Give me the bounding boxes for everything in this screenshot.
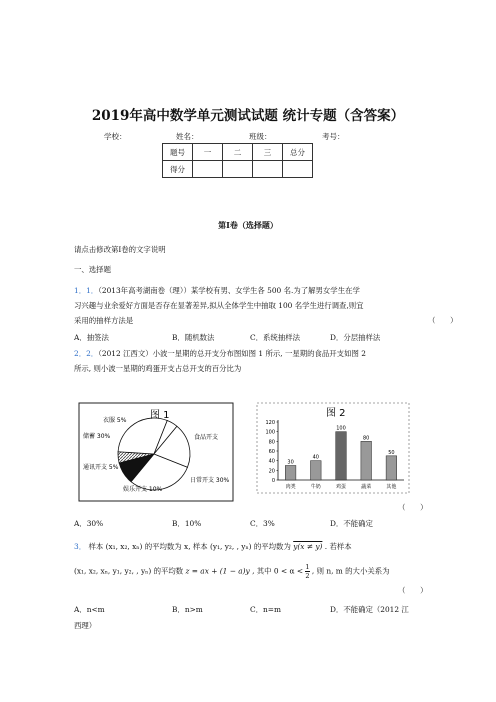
question-3-line-2 [74,563,390,580]
fraction [305,563,309,580]
x-tick-label: 鸡蛋 [335,484,347,490]
x-tick-label: 肉类 [285,484,296,490]
x-tick-label: 牛奶 [310,484,321,490]
score-cell: 总分 [283,144,313,161]
name-label: 姓名： [176,132,199,141]
figure-2-bar-chart [256,402,410,494]
option-d-continued: 西理） [74,621,97,630]
question-text: （2013年高考湖南卷（理））某学校有男、女学生各 500 名.为了解男女学生在学 [98,286,360,295]
question-2-line-2: 所示, 则小波一星期的鸡蛋开支占总开支的百分比为 [74,364,242,373]
answer-paren: （ ） [398,503,428,512]
pie-label-communication: 通讯开支 5% [83,464,119,471]
exam-no-label: 考号： [322,132,345,141]
question-text: (x₁, x₂, xₙ, y₁, y₂, , yₙ) 的平均数 [74,566,184,576]
question-3-line-1 [74,539,352,554]
score-table-score-row [163,161,313,178]
question-number: 2．2． [74,349,99,358]
option-b: B．n>m [172,605,203,614]
question-2-line-1 [74,346,366,361]
section-title: 第I卷（选择题） [218,220,278,230]
figure-1-title: 图 1 [150,410,170,421]
math-expression: y(x ≠ y) [293,542,323,551]
option-a: A．抽签法 [74,333,109,342]
class-label: 班级： [249,132,272,141]
bar [386,456,397,480]
bar [336,432,347,480]
data-label: 100 [336,425,346,432]
pie-label-daily: 日常开支 30% [190,477,230,484]
score-cell: 一 [193,144,223,161]
figure-1-pie-chart [78,402,234,502]
question-number: 3． [74,542,87,551]
part-heading: 一、选择题 [74,265,111,274]
x-tick-label: 蔬菜 [361,484,372,490]
question-1-line-3: 采用的抽样方法是 [74,316,134,325]
option-c: C．系统抽样法 [250,333,300,342]
y-tick-label: 60 [268,449,275,455]
score-table-header-row [163,144,313,161]
y-tick-label: 80 [268,439,275,446]
option-a: A．n<m [74,605,105,614]
x-tick-label: 其他 [386,484,397,490]
question-text: （2012 江西文）小波一星期的总开支分布图如图 1 所示, 一星期的食品开支如图 2 [98,349,366,358]
y-tick-label: 100 [265,429,275,436]
pie-slices [118,418,190,490]
score-cell [223,161,253,178]
option-c: C．n=m [250,605,282,614]
question-text: 样本 (x₁, x₂, xₙ) 的平均数为 x, 样本 (y₁, y₂, , yₙ) 的平均数为 [88,542,291,551]
score-cell: 得分 [163,161,193,178]
question-text: . 若样本 [324,542,352,551]
figure-2-title: 图 2 [326,408,346,419]
y-tick-label: 40 [268,458,275,465]
question-1-line-2: 习兴趣与业余爱好方面是否存在显著差异,拟从全体学生中抽取 100 名学生进行调查,则宜 [74,301,364,310]
option-b: B．10% [172,519,202,528]
y-tick-label: 120 [265,420,275,426]
fraction-numerator: 1 [305,563,310,571]
bar [285,466,296,481]
option-b: B．随机数法 [172,333,215,342]
data-label: 80 [363,435,370,442]
fraction-denominator: 2 [305,572,310,580]
question-1-line-1 [74,283,360,298]
data-label: 40 [312,454,319,461]
option-a: A．30% [74,519,104,528]
score-cell [253,161,283,178]
answer-paren: （ ） [398,586,428,595]
doc-title: 2019年高中数学单元测试试题 统计专题（含答案） [91,108,405,124]
bar [311,461,322,480]
option-d: D．不能确定 [330,519,373,528]
score-cell [193,161,223,178]
answer-paren: （ ） [428,316,458,325]
data-label: 30 [287,459,294,466]
section-note: 请点击修改第I卷的文字说明 [74,245,166,254]
score-cell [283,161,313,178]
school-label: 学校： [104,132,127,141]
math-expression: z = ax + (1 − a)y [185,566,250,576]
data-label: 50 [388,449,395,456]
question-text: , 则 n, m 的大小关系为 [311,566,390,576]
score-cell: 三 [253,144,283,161]
pie-label-savings: 储蓄 30% [83,433,111,440]
option-d: D．分层抽样法 [330,333,381,342]
question-text: , 其中 0 < α < [252,566,304,576]
question-number: 1．1． [74,286,99,295]
score-cell: 二 [223,144,253,161]
pie-label-entertainment: 娱乐开支 10% [123,486,163,493]
y-tick-label: 0 [271,478,275,484]
y-tick-label: 20 [268,468,275,475]
pie-label-food: 食品开支 [194,434,219,441]
option-d: D．不能确定（2012 江 [330,605,409,614]
pie-label-clothes: 衣服 5% [103,417,127,424]
score-cell: 题号 [163,144,193,161]
option-c: C．3% [250,519,275,528]
score-table [162,143,313,178]
bar [361,441,372,480]
